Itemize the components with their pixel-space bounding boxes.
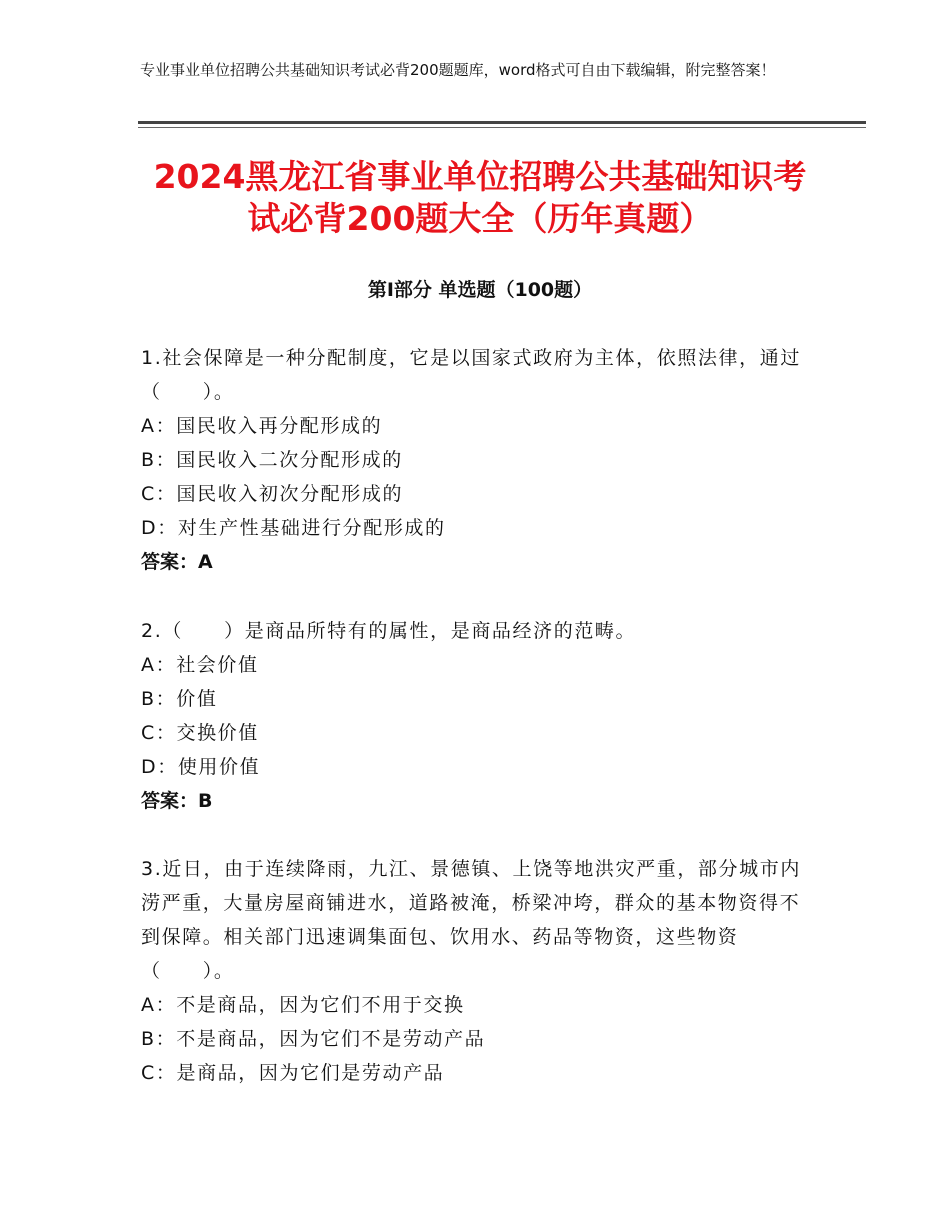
question-2-option-c: C：交换价值 xyxy=(141,722,259,744)
question-3-option-c: C：是商品，因为它们是劳动产品 xyxy=(141,1062,445,1084)
question-3-stem: 3.近日，由于连续降雨，九江、景德镇、上饶等地洪灾严重，部分城市内涝严重，大量房屋商铺进水，道路被淹，桥梁冲垮，群众的基本物资得不到保障。相关部门迅速调集面包、饮用水、药品等物资，这些物资（ ）。 xyxy=(141,858,801,982)
question-2-stem: 2.（ ）是商品所特有的属性，是商品经济的范畴。 xyxy=(141,620,637,642)
header-rule-thin xyxy=(138,127,866,128)
question-2-option-a: A：社会价值 xyxy=(141,654,259,676)
question-1-stem: 1.社会保障是一种分配制度，它是以国家式政府为主体，依照法律，通过（ ）。 xyxy=(141,347,801,403)
question-3-option-b: B：不是商品，因为它们不是劳动产品 xyxy=(141,1028,486,1050)
question-3-option-a: A：不是商品，因为它们不用于交换 xyxy=(141,994,465,1016)
document-title xyxy=(100,156,860,240)
header-note: 专业事业单位招聘公共基础知识考试必背200题题库，word格式可自由下载编辑，附完整答案！ xyxy=(140,61,776,79)
question-2-answer: 答案：B xyxy=(141,790,213,812)
header-rule-thick xyxy=(138,121,866,124)
question-1-option-a: A：国民收入再分配形成的 xyxy=(141,415,383,437)
title-line-1: 2024黑龙江省事业单位招聘公共基础知识考 xyxy=(153,157,807,196)
section-heading: 第I部分 单选题（100题） xyxy=(367,279,593,301)
question-1-option-d: D：对生产性基础进行分配形成的 xyxy=(141,517,446,539)
question-1-option-b: B：国民收入二次分配形成的 xyxy=(141,449,403,471)
question-1-option-c: C：国民收入初次分配形成的 xyxy=(141,483,404,505)
title-line-2: 试必背200题大全（历年真题） xyxy=(247,199,713,238)
question-1-answer: 答案：A xyxy=(141,551,213,573)
question-2-option-b: B：价值 xyxy=(141,688,218,710)
question-2-option-d: D：使用价值 xyxy=(141,756,261,778)
